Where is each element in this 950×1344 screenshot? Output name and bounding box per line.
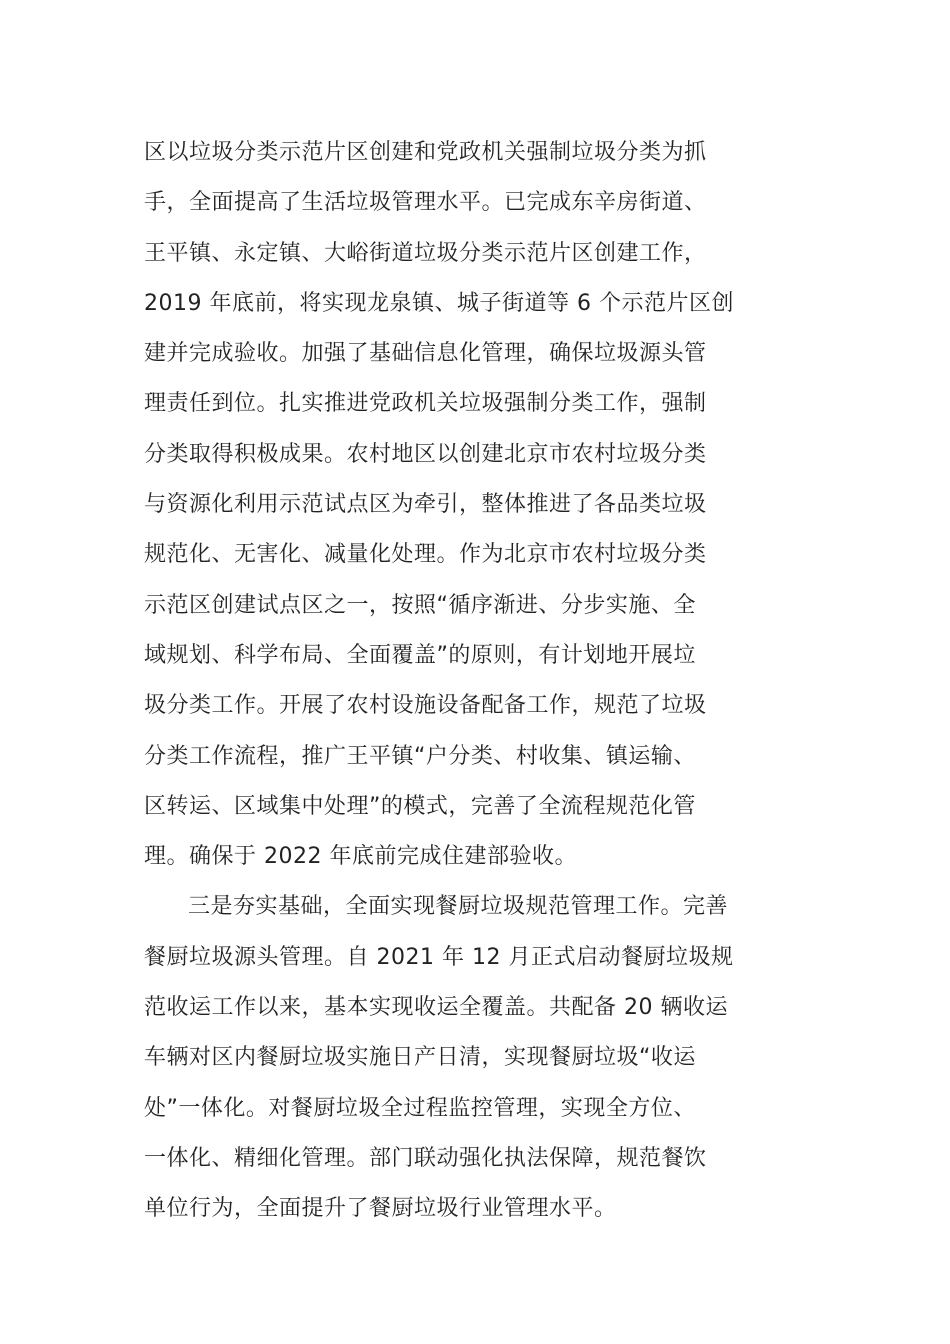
- text-line: 单位行为，全面提升了餐厨垃圾行业管理水平。: [144, 1196, 617, 1222]
- paragraph-kitchen-waste: [144, 882, 808, 1234]
- text-line: 区转运、区域集中处理”的模式，完善了全流程规范化管: [144, 793, 696, 819]
- text-line: 分类取得积极成果。农村地区以创建北京市农村垃圾分类: [144, 441, 707, 467]
- text-line: 圾分类工作。开展了农村设施设备配备工作，规范了垃圾: [144, 693, 707, 719]
- text-line: 规范化、无害化、减量化处理。作为北京市农村垃圾分类: [144, 542, 707, 568]
- text-line: 建并完成验收。加强了基础信息化管理，确保垃圾源头管: [144, 341, 707, 367]
- text-line: 区以垃圾分类示范片区创建和党政机关强制垃圾分类为抓: [144, 140, 707, 165]
- text-line: 理。确保于 2022 年底前完成住建部验收。: [144, 844, 577, 870]
- document-body: [144, 128, 808, 1235]
- text-line: 一体化、精细化管理。部门联动强化执法保障，规范餐饮: [144, 1145, 707, 1171]
- text-line: 分类工作流程，推广王平镇“户分类、村收集、镇运输、: [144, 743, 696, 769]
- text-line-first: 三是夯实基础，全面实现餐厨垃圾规范管理工作。完善: [188, 894, 729, 920]
- text-line: 手，全面提高了生活垃圾管理水平。已完成东辛房街道、: [144, 190, 707, 216]
- text-line: 范收运工作以来，基本实现收运全覆盖。共配备 20 辆收运: [144, 995, 728, 1021]
- text-line: 理责任到位。扎实推进党政机关垃圾强制分类工作，强制: [144, 391, 707, 417]
- text-line: 与资源化利用示范试点区为牵引，整体推进了各品类垃圾: [144, 492, 707, 518]
- paragraph-continued: [144, 128, 808, 882]
- text-line: 王平镇、永定镇、大峪街道垃圾分类示范片区创建工作，: [144, 240, 707, 266]
- text-line: 车辆对区内餐厨垃圾实施日产日清，实现餐厨垃圾“收运: [144, 1045, 696, 1071]
- text-line: 处”一体化。对餐厨垃圾全过程监控管理，实现全方位、: [144, 1095, 696, 1121]
- text-line: 2019 年底前，将实现龙泉镇、城子街道等 6 个示范片区创: [144, 290, 734, 316]
- text-line: 域规划、科学布局、全面覆盖”的原则，有计划地开展垃: [144, 642, 696, 668]
- text-line: 餐厨垃圾源头管理。自 2021 年 12 月正式启动餐厨垃圾规: [144, 944, 734, 970]
- text-line: 示范区创建试点区之一，按照“循序渐进、分步实施、全: [144, 592, 696, 618]
